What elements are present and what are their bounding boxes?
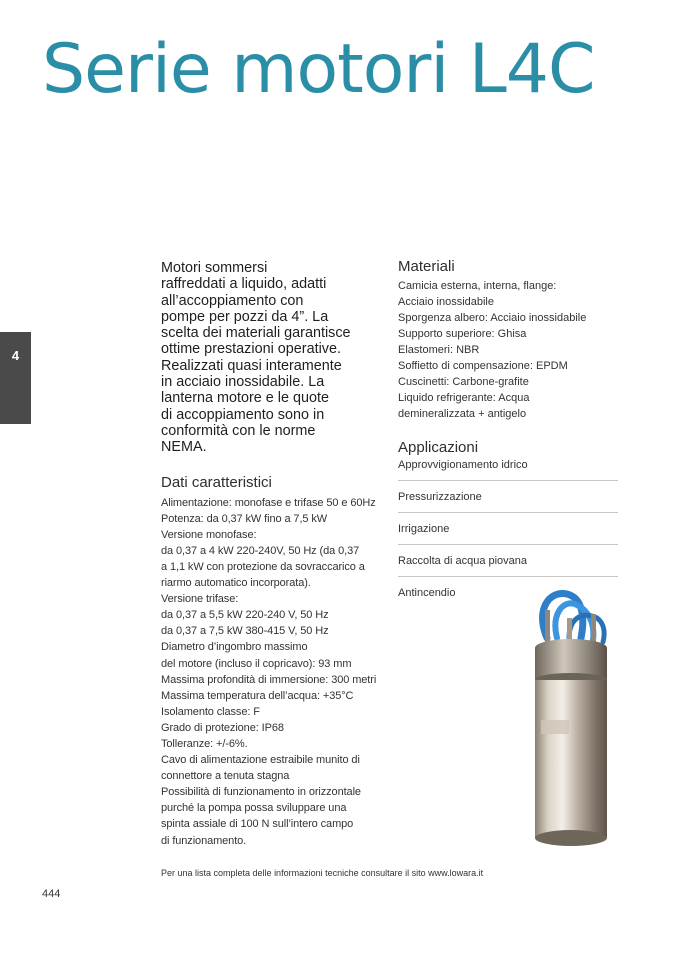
intro-line: Realizzati quasi interamente bbox=[161, 357, 342, 374]
intro-line: in acciaio inossidabile. La bbox=[161, 374, 325, 391]
spec-line: Massima profondità di immersione: 300 metri bbox=[161, 673, 377, 686]
chapter-tab-number: 4 bbox=[11, 348, 20, 363]
material-line: Liquido refrigerante: Acqua bbox=[398, 392, 530, 404]
material-line: Elastomeri: NBR bbox=[398, 344, 480, 356]
materials-heading: Materiali bbox=[398, 258, 455, 275]
intro-line: raffreddati a liquido, adatti bbox=[161, 276, 327, 293]
intro-line: Motori sommersi bbox=[161, 260, 268, 276]
material-line: Soffietto di compensazione: EPDM bbox=[398, 360, 568, 372]
material-line: Cuscinetti: Carbone-grafite bbox=[398, 376, 529, 388]
intro-line: pompe per pozzi da 4”. La bbox=[161, 308, 329, 325]
intro-line: lanterna motore e le quote bbox=[161, 390, 330, 407]
motor-product-image bbox=[505, 580, 640, 850]
spec-line: Cavo di alimentazione estraibile munito di bbox=[161, 754, 360, 767]
material-line: demineralizzata + antigelo bbox=[398, 408, 527, 420]
spec-line: Versione trifase: bbox=[161, 593, 239, 606]
chapter-tab bbox=[0, 332, 31, 424]
footer-note: Per una lista completa delle informazioni tecniche consultare il sito www.lowara.it bbox=[161, 868, 484, 878]
specs-heading: Dati caratteristici bbox=[161, 473, 272, 491]
materials-list bbox=[398, 278, 618, 422]
application-item: Raccolta di acqua piovana bbox=[398, 545, 618, 577]
spec-line: Tolleranze: +/-6%. bbox=[161, 737, 248, 750]
intro-line: ottime prestazioni operative. bbox=[161, 341, 341, 358]
spec-line: connettore a tenuta stagna bbox=[161, 770, 290, 783]
material-line: Supporto superiore: Ghisa bbox=[398, 328, 527, 340]
right-column bbox=[398, 258, 618, 609]
intro-line: conformità con le norme bbox=[161, 422, 316, 439]
spec-line: Versione monofase: bbox=[161, 528, 257, 541]
application-item: Antincendio bbox=[398, 587, 456, 599]
intro-line: di accoppiamento sono in bbox=[161, 406, 325, 423]
spec-line: riarmo automatico incorporata). bbox=[161, 577, 311, 590]
spec-line: del motore (incluso il copricavo): 93 mm bbox=[161, 657, 352, 670]
spec-line: Isolamento classe: F bbox=[161, 705, 260, 718]
spec-line: da 0,37 a 4 kW 220-240V, 50 Hz (da 0,37 bbox=[161, 544, 360, 557]
material-line: Acciaio inossidabile bbox=[398, 296, 494, 308]
spec-line: di funzionamento. bbox=[161, 834, 247, 847]
spec-line: Diametro d’ingombro massimo bbox=[161, 641, 308, 654]
spec-line: da 0,37 a 7,5 kW 380-415 V, 50 Hz bbox=[161, 625, 329, 638]
application-item: Pressurizzazione bbox=[398, 481, 618, 513]
spec-line: Massima temperatura dell’acqua: +35°C bbox=[161, 689, 354, 702]
application-item: Irrigazione bbox=[398, 513, 618, 545]
intro-line: NEMA. bbox=[161, 439, 207, 456]
intro-paragraph bbox=[161, 260, 387, 456]
material-line: Sporgenza albero: Acciaio inossidabile bbox=[398, 312, 587, 324]
left-column bbox=[161, 260, 387, 849]
application-item: Approvvigionamento idrico bbox=[398, 457, 618, 481]
page-title: Serie motori L4C bbox=[42, 30, 595, 109]
page-number: 444 bbox=[42, 888, 61, 900]
intro-line: all’accoppiamento con bbox=[161, 292, 304, 309]
specs-list bbox=[161, 495, 387, 849]
spec-line: purché la pompa possa sviluppare una bbox=[161, 802, 347, 815]
spec-line: Alimentazione: monofase e trifase 50 e 60Hz bbox=[161, 496, 376, 509]
spec-line: Potenza: da 0,37 kW fino a 7,5 kW bbox=[161, 512, 328, 525]
applications-heading: Applicazioni bbox=[398, 439, 479, 456]
intro-line: scelta dei materiali garantisce bbox=[161, 325, 351, 342]
spec-line: Possibilità di funzionamento in orizzontale bbox=[161, 786, 361, 799]
spec-line: da 0,37 a 5,5 kW 220-240 V, 50 Hz bbox=[161, 609, 329, 622]
spec-line: a 1,1 kW con protezione da sovraccarico a bbox=[161, 560, 365, 573]
spec-line: Grado di protezione: IP68 bbox=[161, 721, 284, 734]
material-line: Camicia esterna, interna, flange: bbox=[398, 280, 557, 292]
spec-line: spinta assiale di 100 N sull’intero campo bbox=[161, 818, 354, 831]
